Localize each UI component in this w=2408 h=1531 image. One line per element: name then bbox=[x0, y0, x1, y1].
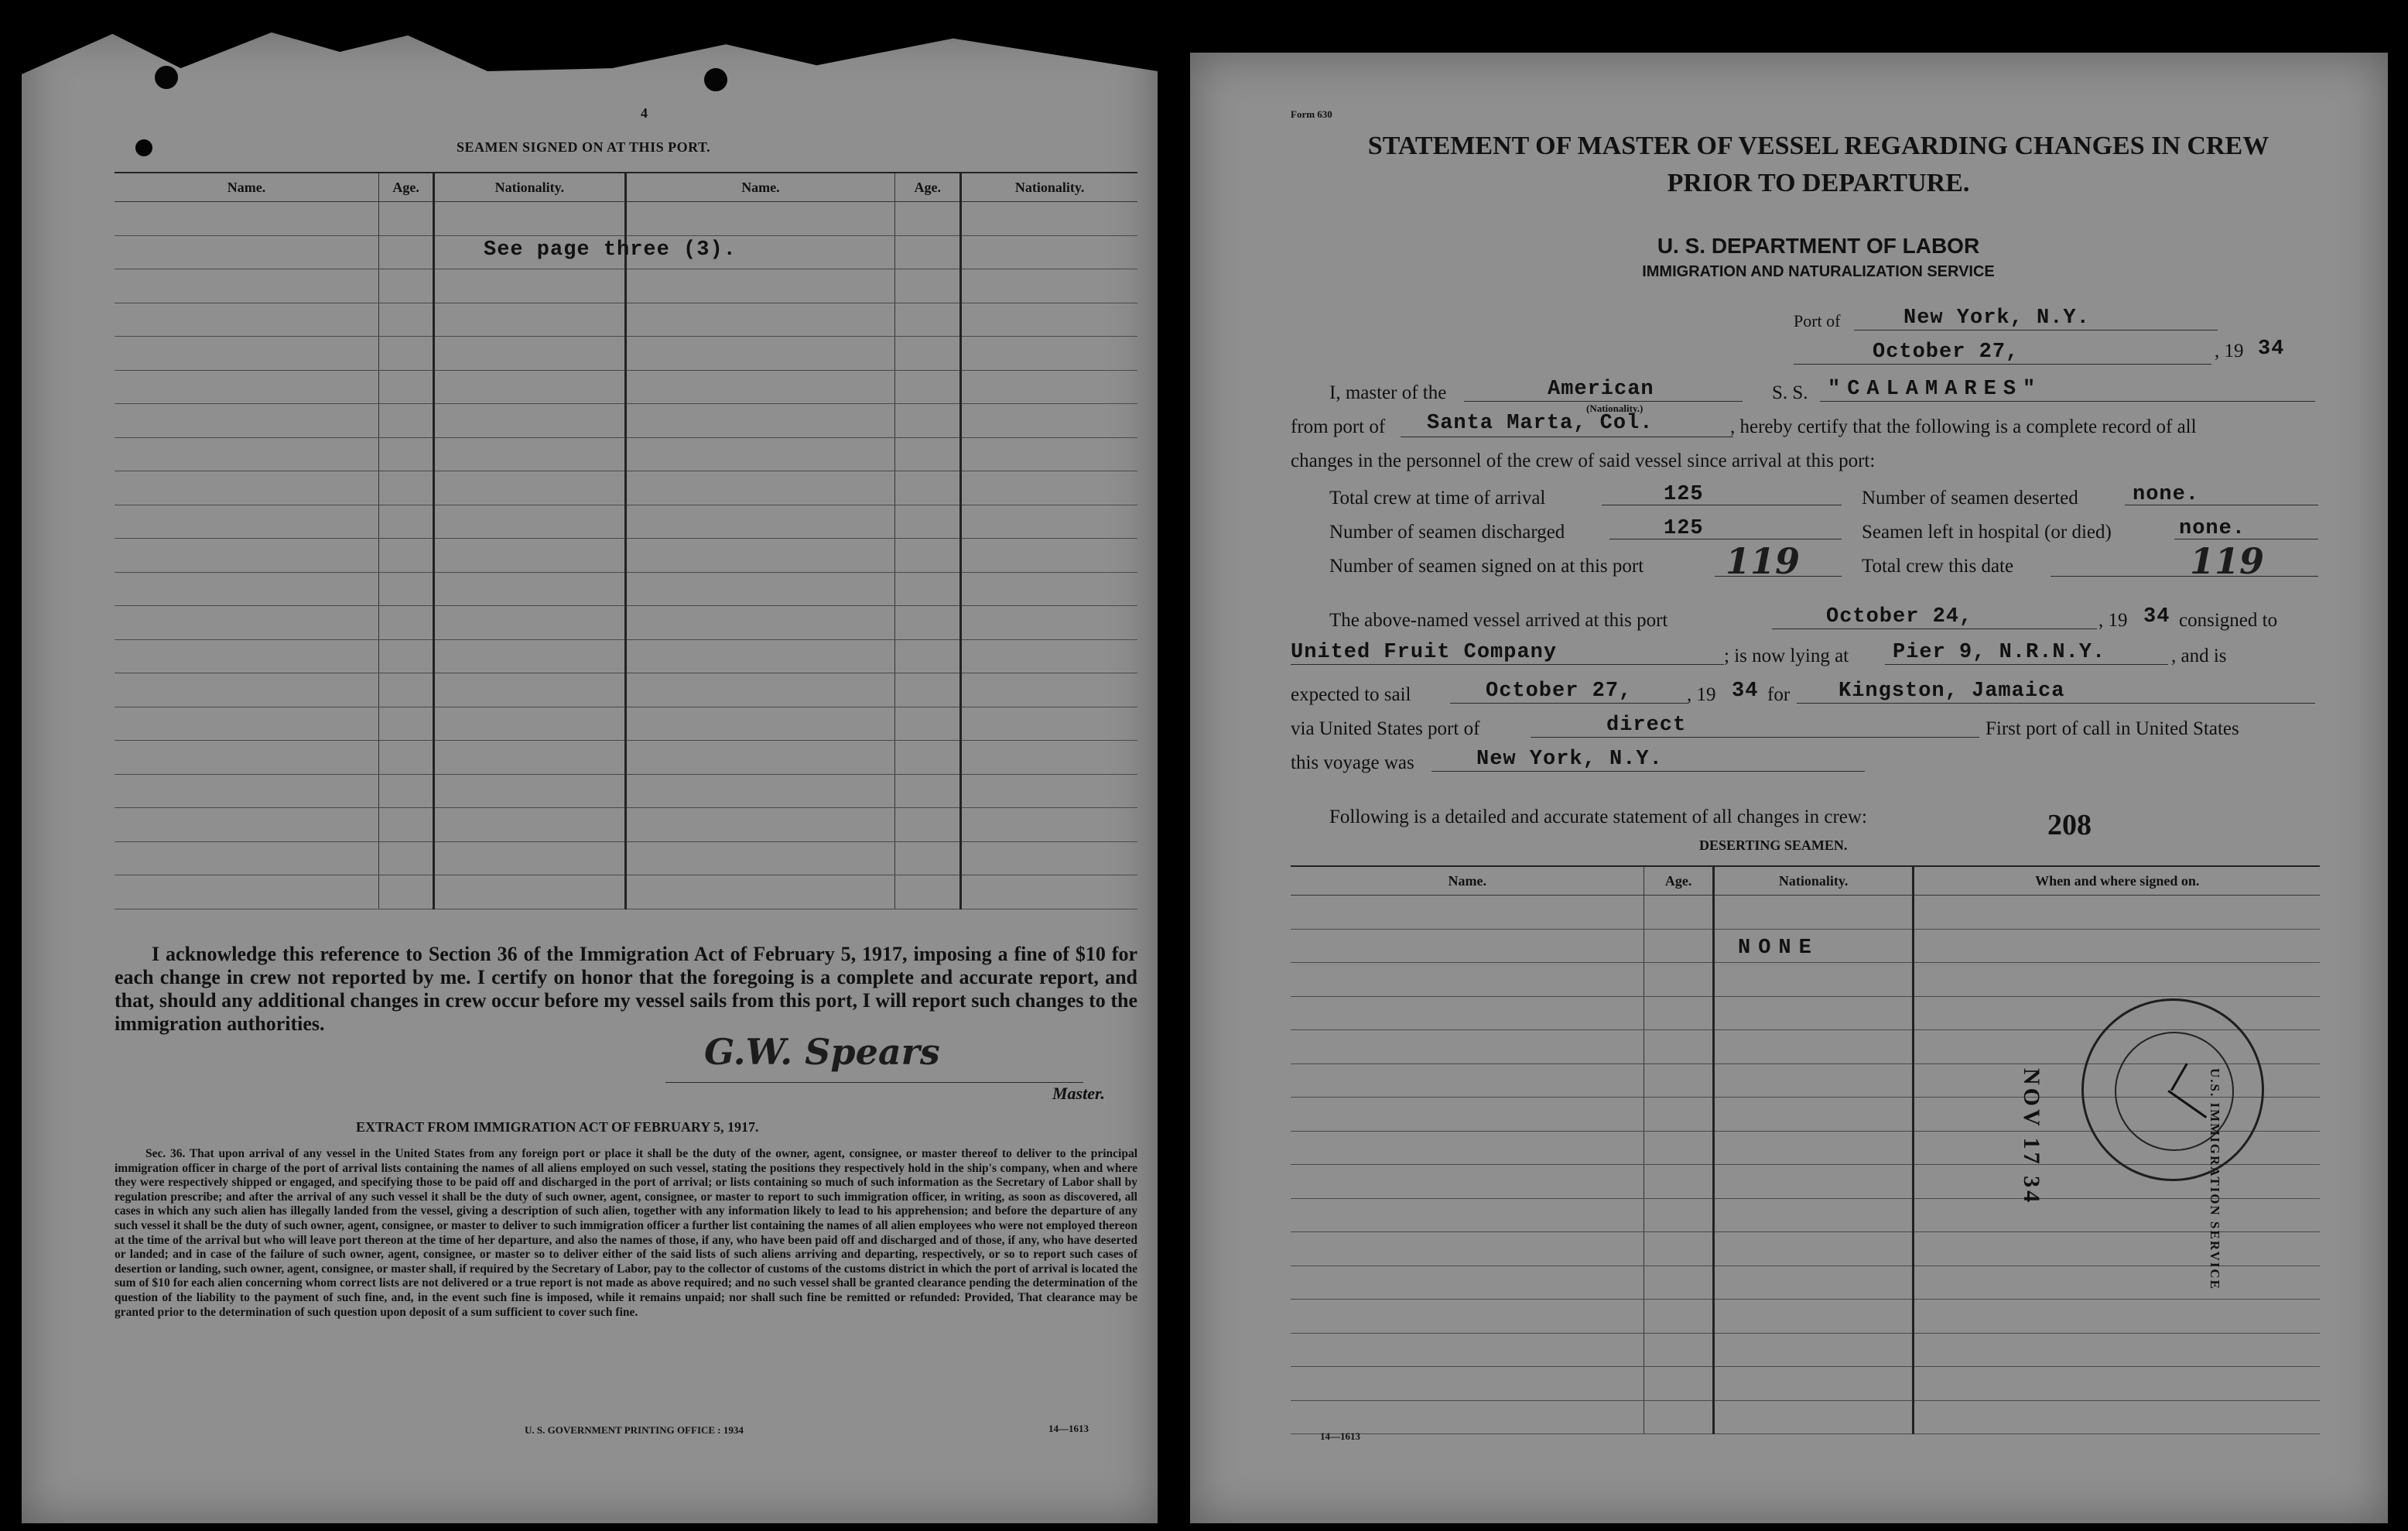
certify-text: , hereby certify that the following is a complete record of all bbox=[1730, 416, 2197, 437]
hospital-value: none. bbox=[2179, 517, 2246, 540]
stamp-date: NOV 17 34 bbox=[2019, 1068, 2044, 1206]
deserting-heading: DESERTING SEAMEN. bbox=[1699, 837, 1848, 853]
stamp-text: U.S. IMMIGRATION SERVICE bbox=[2208, 1068, 2222, 1291]
col-nationality-2: Nationality. bbox=[961, 173, 1137, 202]
arrived-value: October 24, bbox=[1826, 605, 1973, 628]
arrived-year: 34 bbox=[2143, 605, 2170, 628]
department: U. S. DEPARTMENT OF LABOR bbox=[1657, 234, 1980, 258]
punch-hole bbox=[155, 66, 178, 89]
deserting-none: NONE bbox=[1738, 937, 1819, 960]
total-crew-label: Total crew at time of arrival bbox=[1329, 488, 1546, 509]
table-row bbox=[1291, 1333, 2320, 1367]
table-row bbox=[1291, 1232, 2320, 1266]
signed-on-value: 119 bbox=[1726, 540, 1801, 582]
col-name: Name. bbox=[115, 173, 379, 202]
table-row bbox=[115, 572, 1137, 606]
number-208: 208 bbox=[2047, 809, 2092, 841]
table-row bbox=[115, 269, 1137, 303]
left-heading: SEAMEN SIGNED ON AT THIS PORT. bbox=[457, 139, 711, 155]
form-title-line2: PRIOR TO DEPARTURE. bbox=[1667, 169, 1970, 197]
table-row bbox=[1291, 1198, 2320, 1232]
punch-hole bbox=[135, 139, 152, 156]
extract-text: Sec. 36. That upon arrival of any vessel in the United States from any foreign port or place it shall be the duty of the owner, agent, consignee, or master thereof to deliver to the principal immigration officer in charge of the port of arrival lists containing the names of all aliens employed on such vessel, stating the positions they respectively hold in the ship's company, when and where they were respectively shipped or engaged, and specifying those to be paid off and discharged in the port of arrival; or lists containing so much of such information as the Secretary of Labor shall by regulation prescribe; and after the arrival of any such vessel it shall be the duty of such owner, agent, consignee, or master to report to such immigration officer, in writing, as soon as discovered, all cases in which any such alien has illegally landed from the vessel, giving a description of such alien, together with any information likely to lead to his apprehension; and before the departure of any such vessel it shall be the duty of such owner, agent, consignee, or master to deliver to such immigration officer a further list containing the names of all alien employees who were not employed thereon at the time of the arrival but who will leave port thereon at the time of her departure, and also the names of those, if any, who have been paid off and discharged and of those, if any, who have deserted or landed; and in case of the failure of such owner, agent, consignee, or master so to deliver either of the said lists of such aliens arriving and departing, respectively, or so to report such cases of desertion or landing, such owner, agent, consignee, or master shall, if required by the Secretary of Labor, pay to the collector of customs of the customs district in which the port of arrival is located the sum of $10 for each alien concerning whom correct lists are not delivered or a true report is not made as above required; and no such vessel shall be granted clearance pending the determination of the question of the liability to the payment of such fine, and, in the event such fine is imposed, while it remains unpaid; nor shall such fine be remitted or refunded: Provided, That clearance may be granted prior to the determination of such question upon deposit of a sum sufficient to cover such fine. bbox=[115, 1147, 1137, 1319]
master-of-label: I, master of the bbox=[1329, 382, 1447, 403]
from-port-label: from port of bbox=[1291, 416, 1386, 437]
total-crew-value: 125 bbox=[1664, 483, 1704, 506]
table-row bbox=[115, 437, 1137, 471]
nationality-value: American bbox=[1548, 378, 1654, 401]
table-row bbox=[1291, 1266, 2320, 1300]
table-row bbox=[115, 841, 1137, 875]
table-row bbox=[115, 471, 1137, 505]
col-name-2: Name. bbox=[625, 173, 895, 202]
sail-year: 34 bbox=[1732, 680, 1759, 703]
first-port-label: First port of call in United States bbox=[1986, 718, 2239, 739]
for-label: for bbox=[1767, 684, 1791, 705]
table-row bbox=[115, 808, 1137, 842]
extract-title: EXTRACT FROM IMMIGRATION ACT OF FEBRUARY 5, 1917. bbox=[356, 1119, 759, 1135]
table-row bbox=[115, 707, 1137, 741]
signed-on-label: Number of seamen signed on at this port bbox=[1329, 556, 1644, 577]
year-prefix: , 19 bbox=[2215, 341, 2244, 361]
table-row bbox=[115, 606, 1137, 640]
ship-name: "CALAMARES" bbox=[1828, 378, 2043, 401]
hospital-label: Seamen left in hospital (or died) bbox=[1862, 522, 2112, 543]
table-row bbox=[115, 370, 1137, 404]
col-nationality: Nationality. bbox=[434, 173, 625, 202]
following-text: Following is a detailed and accurate statement of all changes in crew: bbox=[1329, 807, 1867, 827]
nationality-caption: (Nationality.) bbox=[1586, 402, 1644, 414]
destination: Kingston, Jamaica bbox=[1838, 680, 2065, 703]
via-label: via United States port of bbox=[1291, 718, 1480, 739]
table-row bbox=[115, 774, 1137, 808]
discharged-label: Number of seamen discharged bbox=[1329, 522, 1565, 543]
seamen-signed-table bbox=[115, 172, 1137, 909]
see-page-three: See page three (3). bbox=[484, 238, 737, 262]
col-deserting-nationality: Nationality. bbox=[1713, 866, 1914, 896]
col-deserting-signed-on: When and where signed on. bbox=[1914, 866, 2320, 896]
date-value: October 27, bbox=[1873, 341, 2020, 364]
changes-text: changes in the personnel of the crew of said vessel since arrival at this port: bbox=[1291, 450, 1876, 471]
page-number: 4 bbox=[641, 105, 648, 121]
form-label: Form 630 bbox=[1291, 108, 1332, 120]
table-row bbox=[1291, 1400, 2320, 1434]
table-row bbox=[1291, 963, 2320, 997]
deserted-label: Number of seamen deserted bbox=[1862, 488, 2078, 509]
lying-value: Pier 9, N.R.N.Y. bbox=[1893, 641, 2106, 664]
left-form-code: 14—1613 bbox=[1048, 1423, 1089, 1434]
service: IMMIGRATION AND NATURALIZATION SERVICE bbox=[1642, 263, 1995, 280]
sail-date: October 27, bbox=[1486, 680, 1633, 703]
printing-office: U. S. GOVERNMENT PRINTING OFFICE : 1934 bbox=[525, 1424, 744, 1436]
expected-label: expected to sail bbox=[1291, 684, 1411, 705]
right-form-code: 14—1613 bbox=[1320, 1430, 1360, 1442]
table-row bbox=[115, 741, 1137, 775]
table-row bbox=[115, 673, 1137, 707]
total-today-value: 119 bbox=[2190, 540, 2265, 582]
table-row bbox=[115, 875, 1137, 909]
year-value: 34 bbox=[2258, 337, 2285, 361]
table-row bbox=[115, 337, 1137, 371]
col-age: Age. bbox=[379, 173, 434, 202]
table-row bbox=[115, 202, 1137, 236]
table-row bbox=[115, 404, 1137, 438]
master-label: Master. bbox=[1052, 1084, 1105, 1103]
ss-label: S. S. bbox=[1772, 382, 1808, 403]
table-row bbox=[1291, 1367, 2320, 1401]
consigned-label: consigned to bbox=[2179, 610, 2278, 631]
col-age-2: Age. bbox=[895, 173, 961, 202]
from-port-value: Santa Marta, Col. bbox=[1427, 412, 1654, 435]
port-label: Port of bbox=[1794, 311, 1841, 331]
table-row bbox=[1291, 896, 2320, 930]
deserted-value: none. bbox=[2133, 483, 2200, 506]
voyage-label: this voyage was bbox=[1291, 752, 1414, 773]
immigration-date-stamp bbox=[2081, 998, 2264, 1181]
port-value: New York, N.Y. bbox=[1903, 307, 2090, 330]
discharged-value: 125 bbox=[1664, 517, 1704, 540]
lying-label: ; is now lying at bbox=[1724, 646, 1849, 666]
col-deserting-age: Age. bbox=[1644, 866, 1713, 896]
table-row bbox=[1291, 1300, 2320, 1334]
table-row bbox=[115, 639, 1137, 673]
col-deserting-name: Name. bbox=[1291, 866, 1644, 896]
and-is: , and is bbox=[2171, 646, 2227, 666]
table-row bbox=[115, 539, 1137, 573]
acknowledgement-text: I acknowledge this reference to Section 36 of the Immigration Act of February 5, 1917, imposing a fine of $10 for each change in crew not reported by me. I certify on honor that the foregoing is a complete and accurate report, and that, should any additional changes in crew occur before my vessel sails from this port, I will report such changes to the immigration authorities. bbox=[115, 943, 1137, 1035]
form-title-line1: STATEMENT OF MASTER OF VESSEL REGARDING CHANGES IN CREW bbox=[1367, 132, 2269, 160]
consignee-value: United Fruit Company bbox=[1291, 641, 1558, 664]
arrived-label: The above-named vessel arrived at this port bbox=[1329, 610, 1668, 631]
master-signature: G.W. Spears bbox=[704, 1031, 940, 1073]
via-value: direct bbox=[1606, 714, 1687, 737]
voyage-value: New York, N.Y. bbox=[1476, 748, 1663, 771]
total-today-label: Total crew this date bbox=[1862, 556, 2014, 577]
punch-hole bbox=[704, 68, 727, 91]
table-row bbox=[115, 303, 1137, 337]
table-row bbox=[115, 505, 1137, 539]
